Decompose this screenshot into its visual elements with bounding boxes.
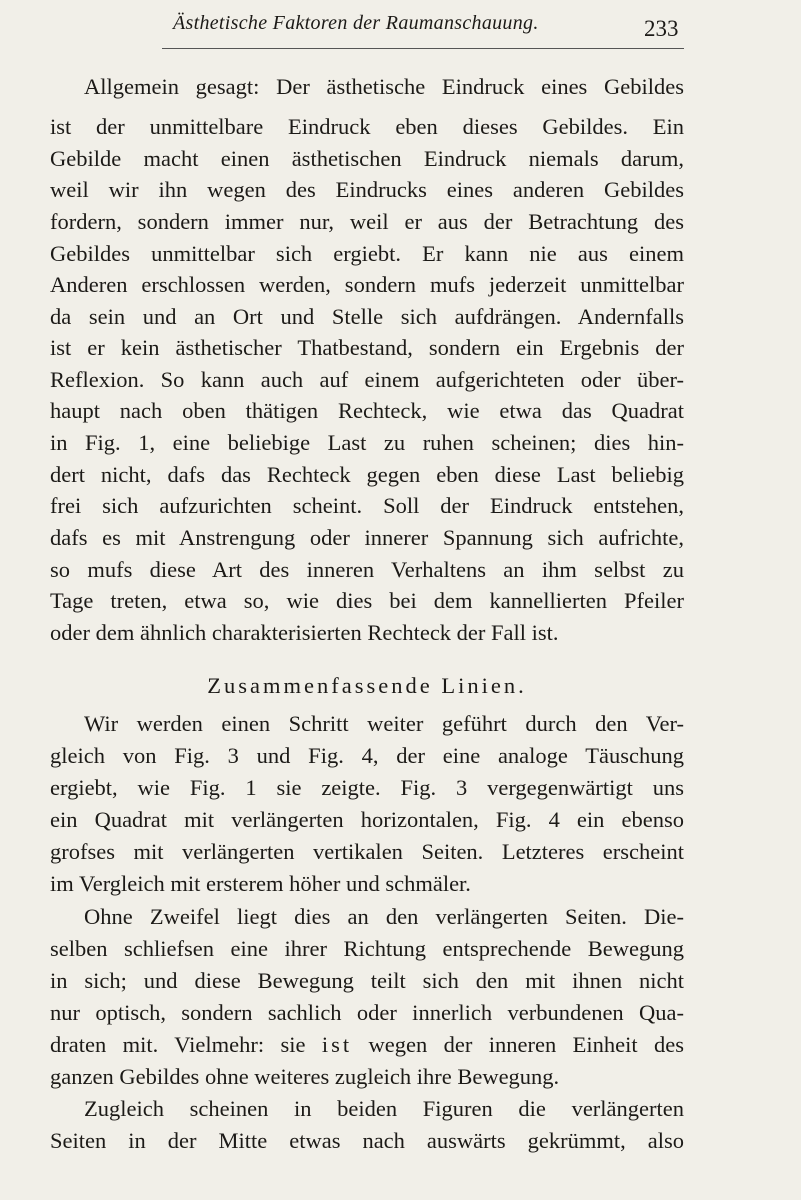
header-rule — [162, 48, 684, 49]
line-tail: wegen der inneren Einheit des — [368, 1032, 684, 1057]
text-line: da sein und an Ort und Stelle sich aufdrängen. Andernfalls — [50, 304, 684, 329]
text-line: Tage treten, etwa so, wie dies bei dem kannellierten Pfeiler — [50, 588, 684, 613]
text-line: ist er kein ästhetischer Thatbestand, sondern ein Ergebnis der — [50, 335, 684, 360]
text-line: Reflexion. So kann auch auf einem aufgerichteten oder über- — [50, 367, 684, 392]
text-line: Allgemein gesagt: Der ästhetische Eindruck eines Gebildes — [84, 74, 684, 99]
section-heading: Zusammenfassende Linien. — [207, 673, 527, 698]
text-line: in sich; und diese Bewegung teilt sich den mit ihnen nicht — [50, 968, 684, 993]
text-line: gleich von Fig. 3 und Fig. 4, der eine analoge Täuschung — [50, 743, 684, 768]
text-line: Zugleich scheinen in beiden Figuren die verlängerten — [84, 1096, 684, 1121]
text-line: ergiebt, wie Fig. 1 sie zeigte. Fig. 3 vergegenwärtigt uns — [50, 775, 684, 800]
text-line: in Fig. 1, eine beliebige Last zu ruhen scheinen; dies hin- — [50, 430, 684, 455]
text-line: fordern, sondern immer nur, weil er aus der Betrachtung des — [50, 209, 684, 234]
text-line: dafs es mit Anstrengung oder innerer Spannung sich aufrichte, — [50, 525, 684, 550]
text-line: weil wir ihn wegen des Eindrucks eines anderen Gebildes — [50, 177, 684, 202]
text-line: Wir werden einen Schritt weiter geführt durch den Ver- — [84, 711, 684, 736]
text-line: im Vergleich mit ersterem höher und schmäler. — [50, 871, 471, 896]
text-line: grofses mit verlängerten vertikalen Seiten. Letzteres erscheint — [50, 839, 684, 864]
running-title: Ästhetische Faktoren der Raumanschauung. — [173, 12, 539, 34]
text-line: ein Quadrat mit verlängerten horizontalen, Fig. 4 ein ebenso — [50, 807, 684, 832]
line-head: draten mit. Vielmehr: sie — [50, 1032, 306, 1057]
text-line: so mufs diese Art des inneren Verhaltens an ihm selbst zu — [50, 557, 684, 582]
text-line: frei sich aufzurichten scheint. Soll der Eindruck entstehen, — [50, 493, 684, 518]
text-line: nur optisch, sondern sachlich oder innerlich verbundenen Qua- — [50, 1000, 684, 1025]
page-number: 233 — [644, 16, 679, 41]
text-line: Anderen erschlossen werden, sondern mufs jederzeit unmittelbar — [50, 272, 684, 297]
text-line: Seiten in der Mitte etwas nach auswärts gekrümmt, also — [50, 1128, 684, 1153]
text-line: Ohne Zweifel liegt dies an den verlängerten Seiten. Die- — [84, 904, 684, 929]
text-line: ganzen Gebildes ohne weiteres zugleich ihre Bewegung. — [50, 1064, 560, 1089]
text-line: haupt nach oben thätigen Rechteck, wie etwa das Quadrat — [50, 398, 684, 423]
text-line: ist der unmittelbare Eindruck eben dieses Gebildes. Ein — [50, 114, 684, 139]
text-line: dert nicht, dafs das Rechteck gegen eben diese Last beliebig — [50, 462, 684, 487]
emphasized-word: ist — [321, 1032, 353, 1057]
text-line: Gebilde macht einen ästhetischen Eindruck niemals darum, — [50, 146, 684, 171]
text-line: Gebildes unmittelbar sich ergiebt. Er kann nie aus einem — [50, 241, 684, 266]
text-line: selben schliefsen eine ihrer Richtung entsprechende Bewegung — [50, 936, 684, 961]
text-line-emphasis — [50, 1031, 684, 1059]
text-line: oder dem ähnlich charakterisierten Rechteck der Fall ist. — [50, 620, 559, 645]
page-header — [0, 8, 801, 48]
